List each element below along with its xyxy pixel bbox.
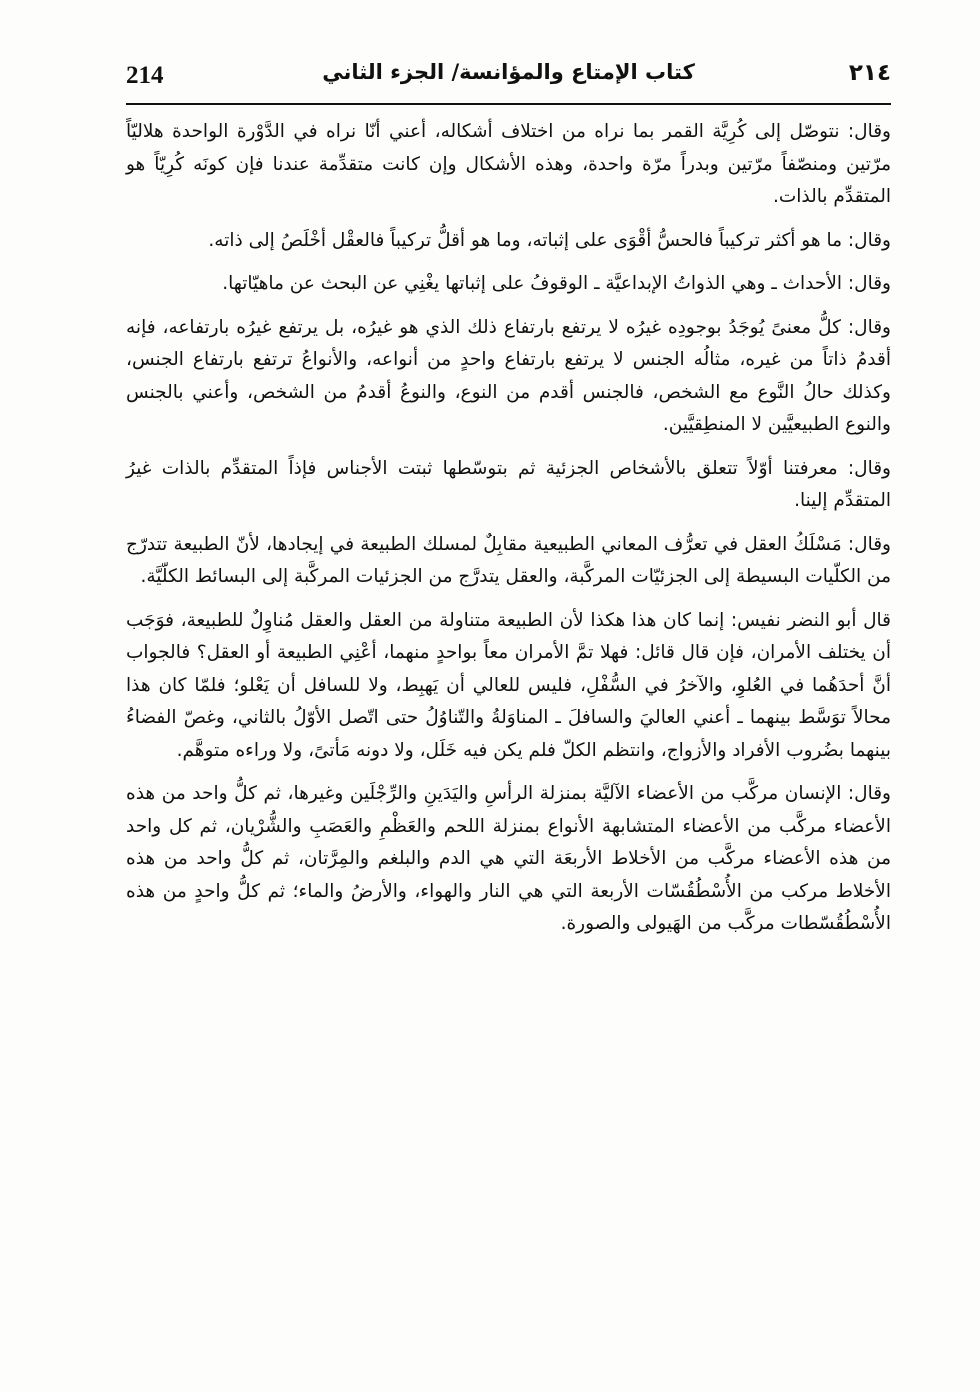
paragraph: وقال: ما هو أكثر تركيباً فالحسُّ أقْوَى على إثباته، وما هو أقلُّ تركيباً فالعقْل أخْلَصُ إلى ذاته. xyxy=(208,229,891,251)
paragraph: وقال: نتوصّل إلى كُرِيَّة القمر بما نراه من اختلاف أشكاله، أعني أنّا نراه في الدَّوْرة الواحدة هلاليّاً مرّتين ومنصّفاً مرّتين وبدراً مرّة واحدة، وهذه الأشكال وإن كانت متقدِّمة عندنا فإن كونَه كُرِيّاً هو المتقدِّم بالذات. xyxy=(126,121,891,207)
paragraph: وقال: معرفتنا أوّلاً تتعلق بالأشخاص الجزئية ثم بتوسّطها ثبتت الأجناس فإذاً المتقدِّم بالذات غيرُ المتقدِّم إلينا. xyxy=(126,457,891,511)
page-number-arabic: ٢١٤ xyxy=(848,60,891,86)
paragraph: وقال: كلُّ معنىً يُوجَدُ بوجودِه غيرُه لا يرتفع بارتفاع ذلك الذي هو غيرُه، بل يرتفع غيرُه بارتفاعه، فإنه أقدمُ ذاتاً من غيره، مثالُه الجنس لا يرتفع بارتفاع واحدٍ من أنواعه، والأنواعُ ترتفع بارتفاع الجنس، وكذلك حالُ النَّوع مع الشخص، فالجنس أقدم من النوع، والنوعُ أقدمُ من الشخص، وأعني بالجنس والنوع الطبيعيَّين لا المنطِقيَّين. xyxy=(126,316,891,435)
page-number-latin: 214 xyxy=(126,62,164,89)
body-text xyxy=(126,116,891,952)
paragraph: وقال: الإنسان مركَّب من الأعضاء الآليَّة بمنزلة الرأسِ واليَدَينِ والرِّجْلَين وغيرها، ثم كلُّ واحد من هذه الأعضاء مركَّب من الأعضاء المتشابهة الأنواع بمنزلة اللحم والعَظْمِ والعَصَبِ والشُّرْيان، ثم كل واحد من هذه الأعضاء مركَّب من الأخلاط الأربعَة التي هي الدم والبلغم والمِرَّتان، ثم كلُّ واحد من هذه الأخلاط مركب من الأُسْطُقُسّات الأربعة التي هي النار والهواء، والأرضُ والماء؛ ثم كلُّ واحدٍ من هذه الأُسْطُقُسّطات مركَّب من الهَيولى والصورة. xyxy=(126,783,891,934)
paragraph: وقال: مَسْلَكُ العقل في تعرُّف المعاني الطبيعية مقابِلٌ لمسلك الطبيعة في إيجادها، لأنّ الطبيعة تتدرّج من الكلّيات البسيطة إلى الجزئيّات المركَّبة، والعقل يتدرَّج من الجزئيات المركَّبة إلى البسائط الكلّيَّة. xyxy=(126,533,891,587)
page-header xyxy=(126,60,891,96)
header-rule xyxy=(126,103,891,105)
running-title: كتاب الإمتاع والمؤانسة/ الجزء الثاني xyxy=(322,60,695,84)
paragraph: وقال: الأحداث ـ وهي الذواتُ الإبداعيَّة ـ الوقوفُ على إثباتها يغْنِي عن البحث عن ماهيّاتها. xyxy=(222,273,891,294)
paragraph: قال أبو النضر نفيس: إنما كان هذا هكذا لأن الطبيعة متناولة من العقل والعقل مُناوِلٌ للطبيعة، فوَجَب أن يختلف الأمران، فإن قال قائل: فهلا تمَّ الأمران معاً بواحدٍ منهما، أعْنِي الطبيعة أو العقل؟ فالجواب أنَّ أحدَهُما في العُلوِ، والآخرُ في السُّفْلِ، فليس للعالي أن يَهبِط، ولا للسافل أن يَعْلو؛ فلمّا كان هذا محالاً توَسَّط بينهما ـ أعني العاليَ والسافلَ ـ المناوَلةُ والتّناوُلُ حتى اتّصل الأوّلُ بالثاني، وغصّ الفضاءُ بينهما بضُروب الأفراد والأزواج، وانتظم الكلّ فلم يكن فيه خَلَل، ولا دونه مَأتىً، ولا وراءه متوهَّم. xyxy=(126,609,891,761)
